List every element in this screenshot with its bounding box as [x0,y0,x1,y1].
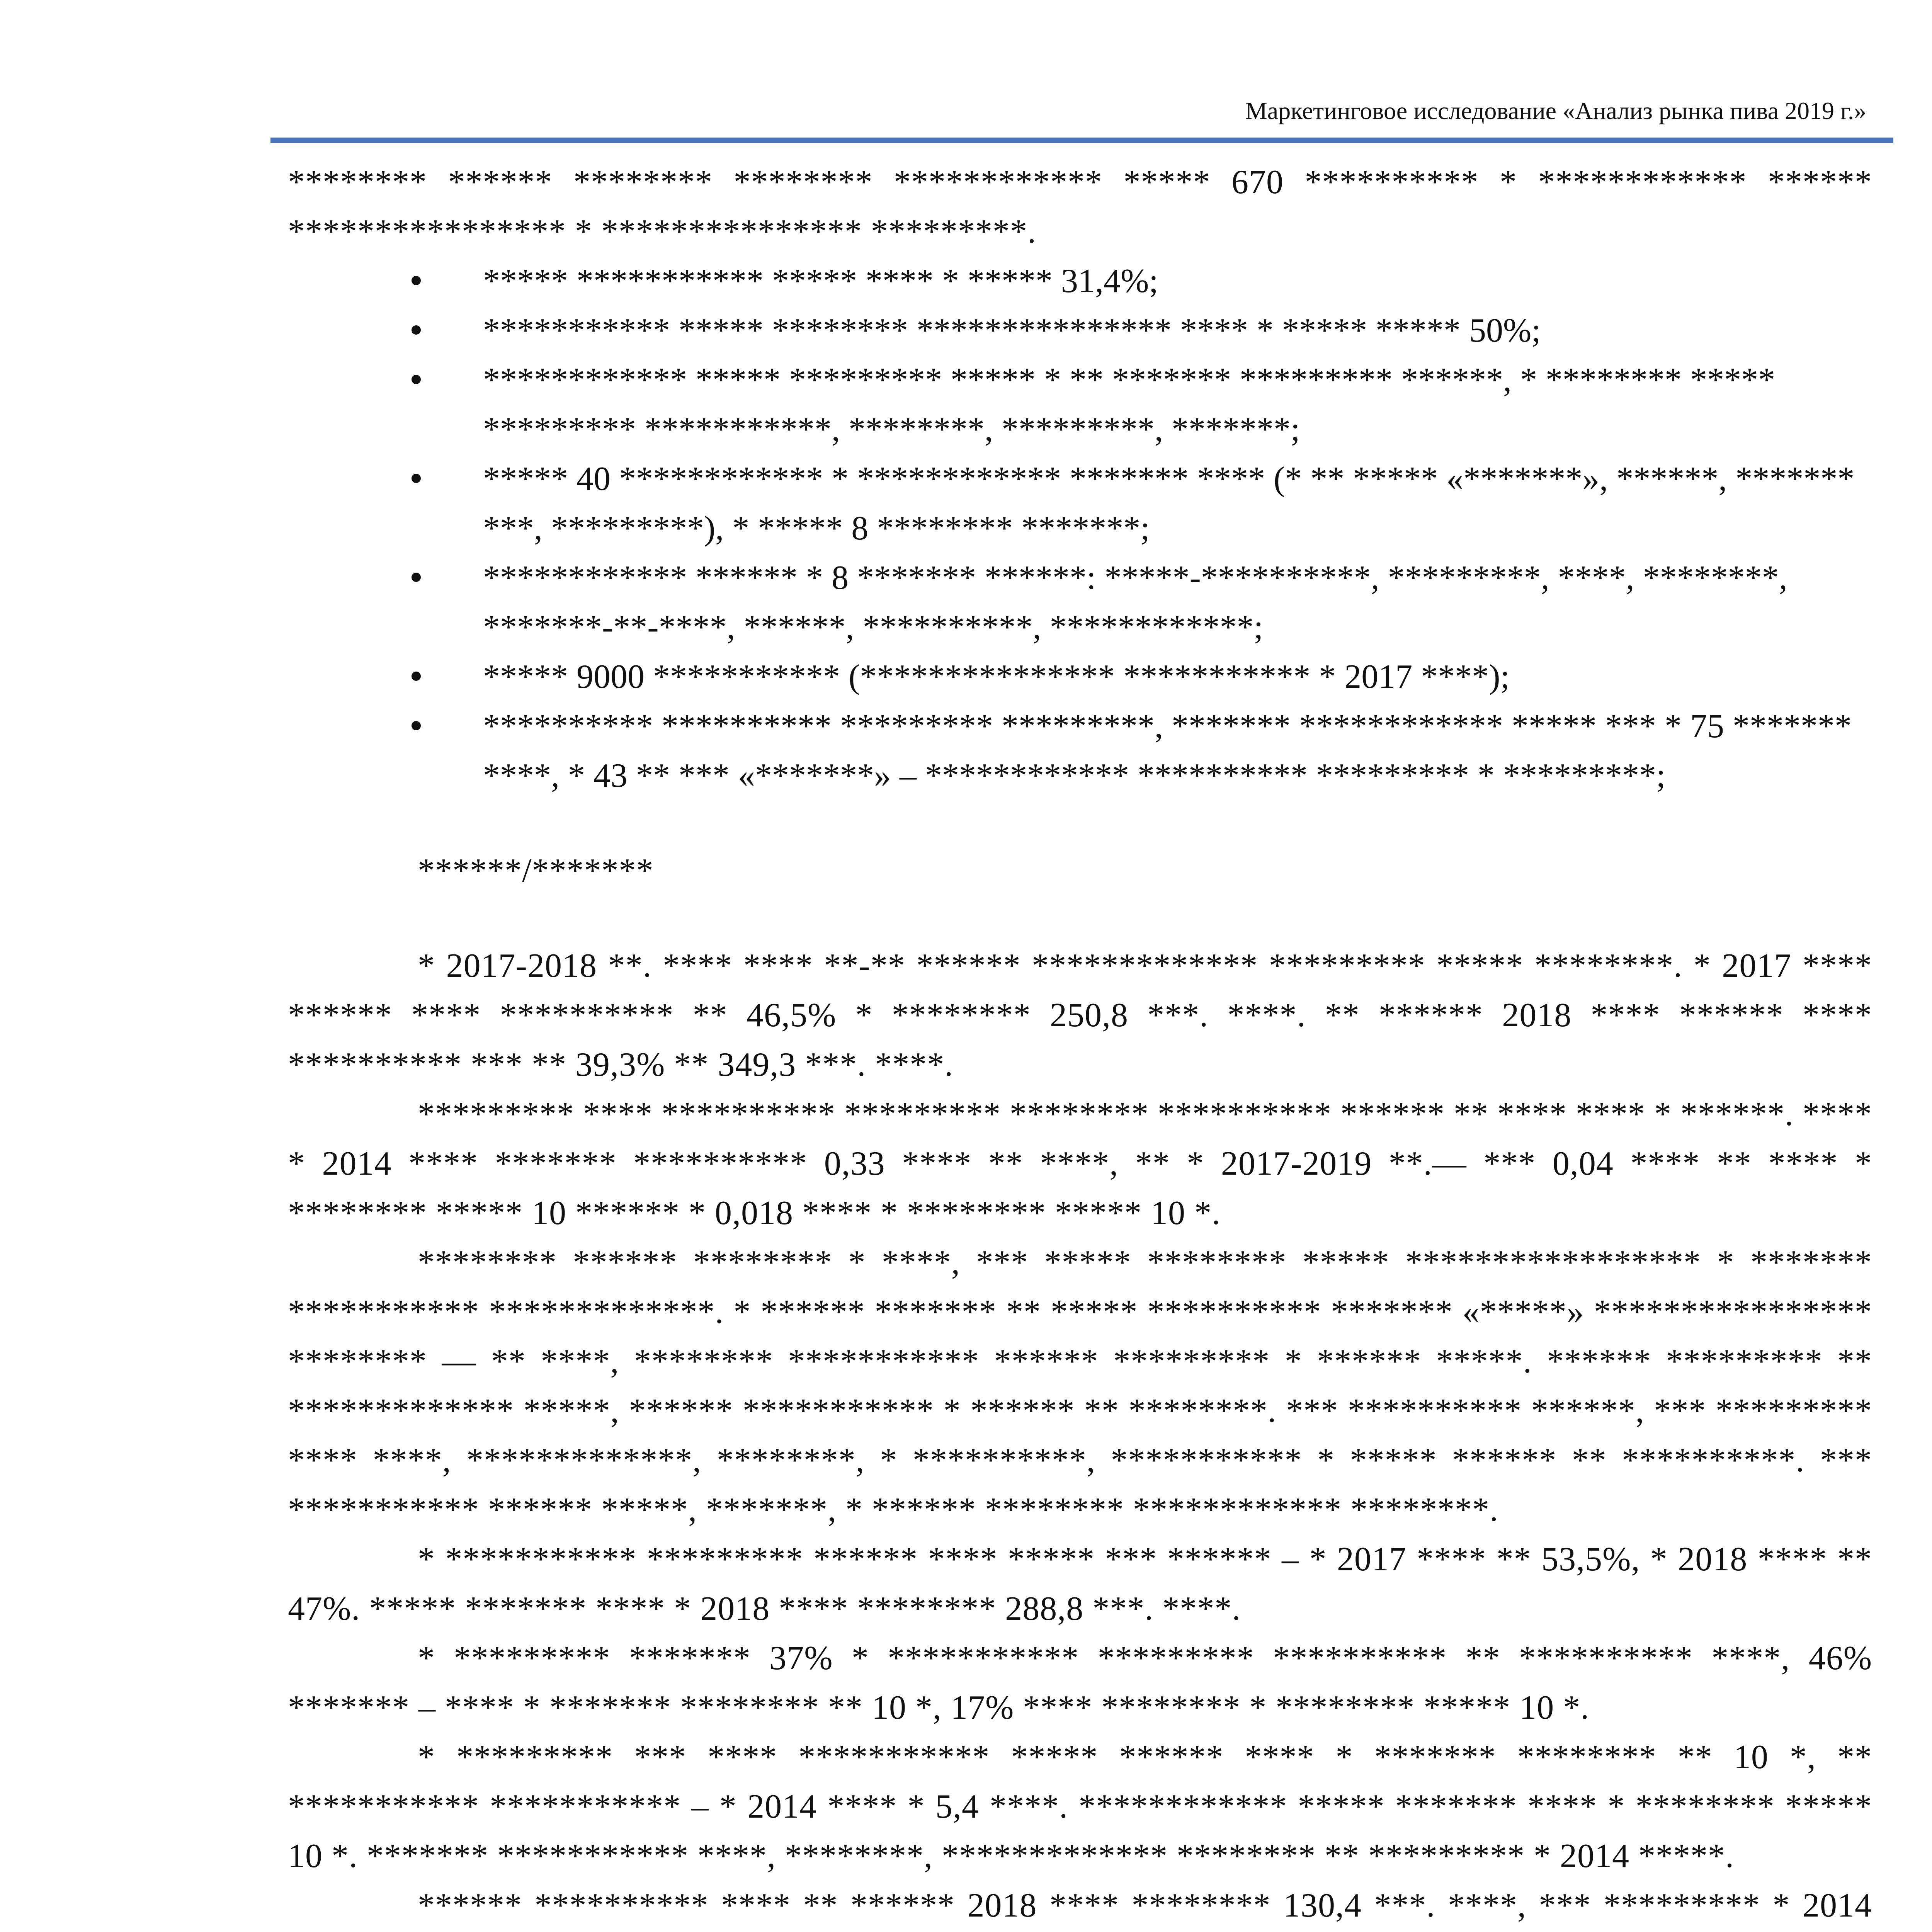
list-item: ********** ********** ********* *********, ******* ************ ***** *** * 75 ******* ****, * 43 ** *** «*******» – ************ ********** ********* * *********; [288,702,1872,801]
bullet-list [288,257,1872,801]
intro-paragraph: ******** ****** ******** ******** ************ ***** 670 ********** * ************ ****** **************** * *************** *********. [288,163,1872,250]
section-subheading: ******/******* [418,852,654,889]
bullet-icon [412,474,421,483]
list-item: ************ ***** ********* ***** * ** ******* ********* ******, * ******** ***** ********* ***********, ********, *********, *******; [288,355,1872,454]
list-item: *********** ***** ******** *************** **** * ***** ***** 50%; [288,306,1872,355]
bullet-icon [412,375,421,384]
bullet-icon [412,276,421,285]
page-body [288,158,1872,1932]
body-paragraph: * 2017-2018 **. **** **** **-** ****** ************* ********* ***** ********. * 2017 **** ****** **** ********** ** 46,5% * ******** 250,8 ***. ****. ** ****** 2018 **** ****** **** ********** *** ** 39,3% ** 349,3 ***. ****. [288,947,1872,1083]
list-item: ************ ****** * 8 ******* ******: *****-**********, *********, ****, ********, *******-**-****, ******, **********, ************; [288,553,1872,652]
bullet-icon [412,325,421,335]
bullet-icon [412,721,421,730]
body-paragraph: * ********* ******* 37% * *********** ********* ********** ** ********** ****, 46% ******* – **** * ******* ******** ** 10 *, 17% **** ******** * ******** ***** 10 *. [288,1639,1872,1726]
body-paragraph: ******** ****** ******** * ****, *** ***** ******** ***** ***************** * ******* *********** *************. * ****** ******* ** ***** ********** ******* «*****» **************** ******** — ** ****, ******** *********** ****** ********* * ****** *****. ****** ********* ** ************* *****, ****** *********** * ****** ** ********. *** ********** ******, *** ********* **** ****, *************, ********, * **********, *********** * ***** ****** ** **********. *** *********** ****** *****, *******, * ****** ******** ************ ********. [288,1244,1872,1529]
header-divider [270,138,1893,143]
list-item: ***** 40 ************ * ************ ******* **** (* ** ***** «*******», ******, ******* ***, *********), * ***** 8 ******** *******; [288,454,1872,553]
body-paragraph: ********* **** ********** ********* ******** ********** ****** ** **** **** * ******. **** * 2014 **** ******* ********** 0,33 **** ** ****, ** * 2017-2019 **.— *** 0,04 **** ** **** * ******** ***** 10 ****** * 0,018 **** * ******** ***** 10 *. [288,1095,1872,1232]
body-paragraph: * *********** ********* ****** **** ***** *** ****** – * 2017 **** ** 53,5%, * 2018 **** ** 47%. ***** ******* **** * 2018 **** ******** 288,8 ***. ****. [288,1541,1872,1628]
page-header-title: Маркетинговое исследование «Анализ рынка пива 2019 г.» [1245,97,1866,124]
body-paragraph: ****** ********** **** ** ****** 2018 **** ******** 130,4 ***. ****, *** ********* * 2014 [418,1887,1872,1924]
bullet-icon [412,573,421,582]
list-item: ***** 9000 *********** (*************** *********** * 2017 ****); [288,652,1872,702]
bullet-icon [412,672,421,681]
list-item: ***** *********** ***** **** * ***** 31,4%; [288,257,1872,306]
body-paragraph: * ********* *** **** *********** ***** ****** **** * ******* ******** ** 10 *, ** *********** *********** – * 2014 **** * 5,4 ****. ************ ***** ******* **** * ******** ***** 10 *. ******* *********** ****, ********, ************* ******** ** ********* * 2014 *****. [288,1738,1872,1875]
